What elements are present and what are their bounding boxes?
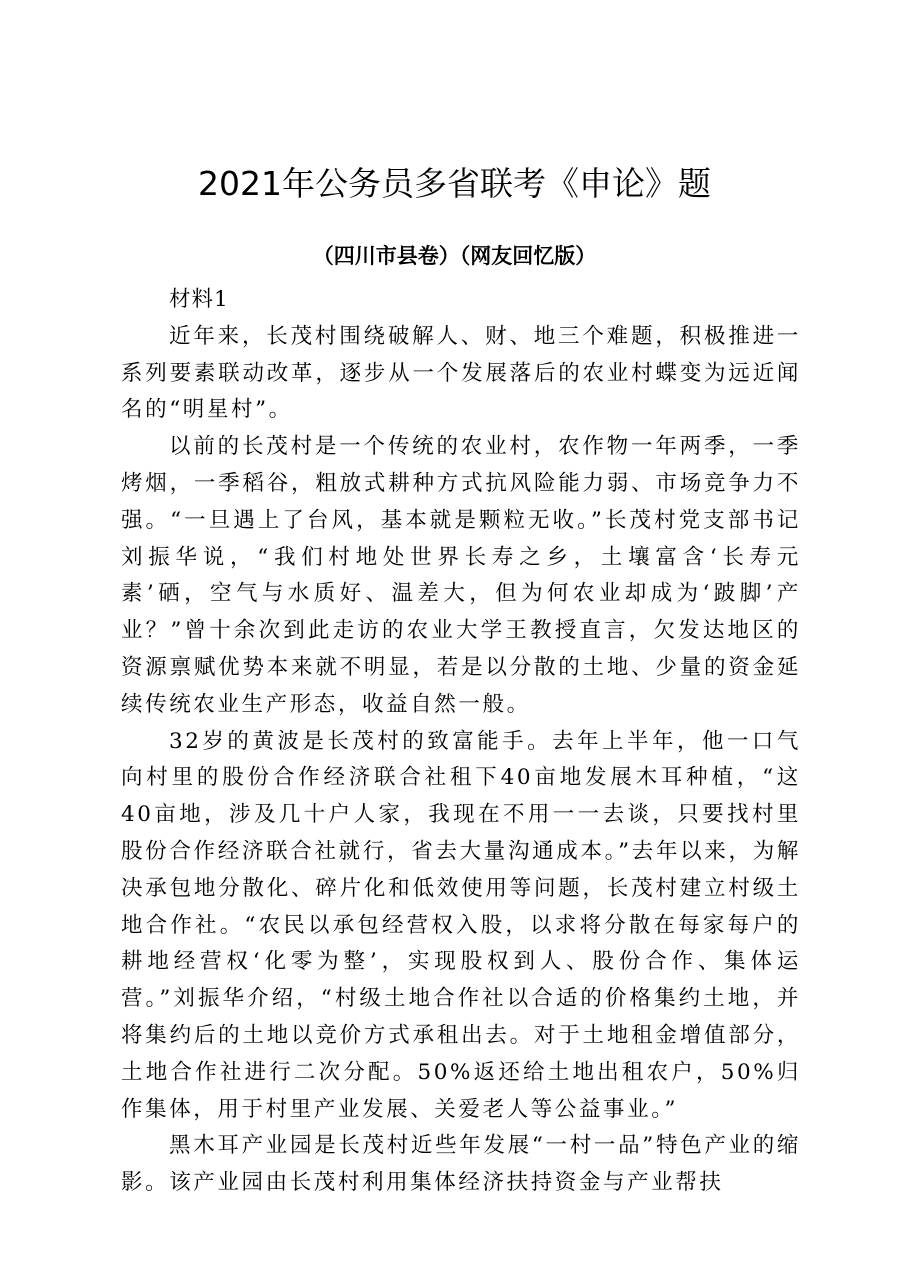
- document-subtitle: （四川市县卷）（网友回忆版）: [312, 243, 597, 268]
- paragraph: 黑木耳产业园是长茂村近些年发展“一村一品”特色产业的缩影。该产业园由长茂村利用集体经济扶持资金与产业帮扶: [121, 1133, 801, 1196]
- paragraph: 近年来，长茂村围绕破解人、财、地三个难题，积极推进一系列要素联动改革，逐步从一个发展落后的农业村蝶变为远近闻名的“明星村”。: [121, 323, 801, 423]
- document-body: [121, 282, 801, 1202]
- material-label: 材料1: [169, 287, 229, 312]
- paragraph: 以前的长茂村是一个传统的农业村，农作物一年两季，一季烤烟，一季稻谷，粗放式耕种方式抗风险能力弱、市场竞争力不强。“一旦遇上了台风，基本就是颗粒无收。”长茂村党支部书记刘振华说，“我们村地处世界长寿之乡，土壤富含‘长寿元素’硒，空气与水质好、温差大，但为何农业却成为‘跛脚’产业？”曾十余次到此走访的农业大学王教授直言，欠发达地区的资源禀赋优势本来就不明显，若是以分散的土地、少量的资金延续传统农业生产形态，收益自然一般。: [121, 434, 801, 717]
- paragraph: 32岁的黄波是长茂村的致富能手。去年上半年，他一口气向村里的股份合作经济联合社租下40亩地发展木耳种植，“这40亩地，涉及几十户人家，我现在不用一一去谈，只要找村里股份合作经济联合社就行，省去大量沟通成本。”去年以来，为解决承包地分散化、碎片化和低效使用等问题，长茂村建立村级土地合作社。“农民以承包经营权入股，以求将分散在每家每户的耕地经营权‘化零为整’，实现股权到人、股份合作、集体运营。”刘振华介绍，“村级土地合作社以合适的价格集约土地，并将集约后的土地以竞价方式承租出去。对于土地租金增值部分，土地合作社进行二次分配。50%返还给土地出租农户，50%归作集体，用于村里产业发展、关爱老人等公益事业。”: [121, 728, 801, 1122]
- document-title: 2021年公务员多省联考《申论》题: [198, 164, 711, 203]
